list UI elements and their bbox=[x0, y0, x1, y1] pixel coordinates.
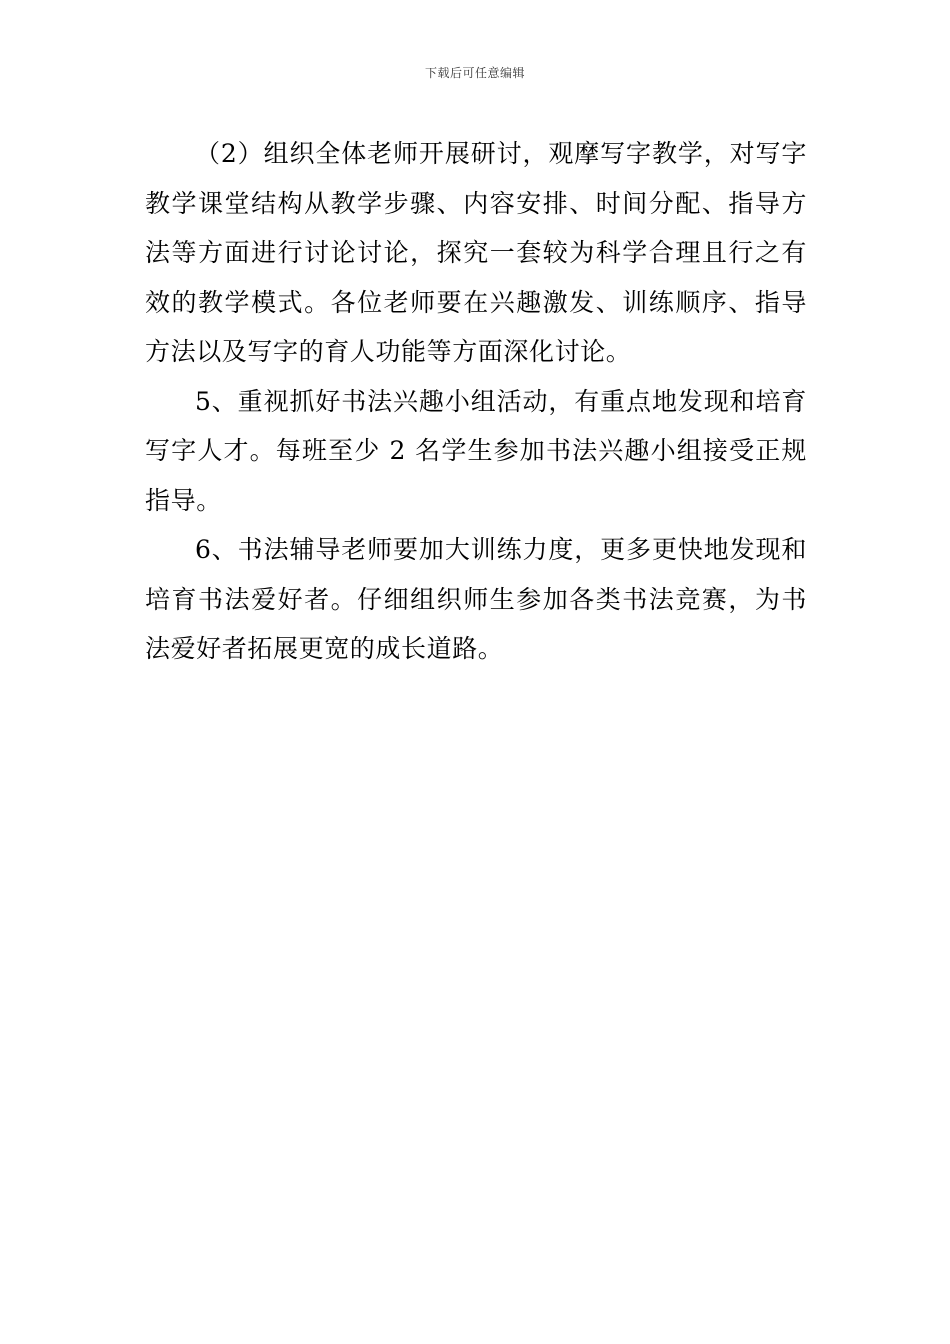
document-body bbox=[145, 129, 807, 674]
paragraph-training-research: （2）组织全体老师开展研讨，观摩写字教学，对写字教学课堂结构从教学步骤、内容安排、时间分配、指导方法等方面进行讨论讨论，探究一套较为科学合理且行之有效的教学模式。各位老师要在兴趣激发、训练顺序、指导方法以及写字的育人功能等方面深化讨论。 bbox=[145, 139, 807, 366]
paragraph-calligraphy-tutors: 6、书法辅导老师要加大训练力度，更多更快地发现和培育书法爱好者。仔细组织师生参加各类书法竞赛，为书法爱好者拓展更宽的成长道路。 bbox=[145, 535, 807, 663]
paragraph-interest-group: 5、重视抓好书法兴趣小组活动，有重点地发现和培育写字人才。每班至少 2 名学生参加书法兴趣小组接受正规指导。 bbox=[145, 386, 807, 515]
header-note: 下载后可任意编辑 bbox=[424, 66, 525, 80]
